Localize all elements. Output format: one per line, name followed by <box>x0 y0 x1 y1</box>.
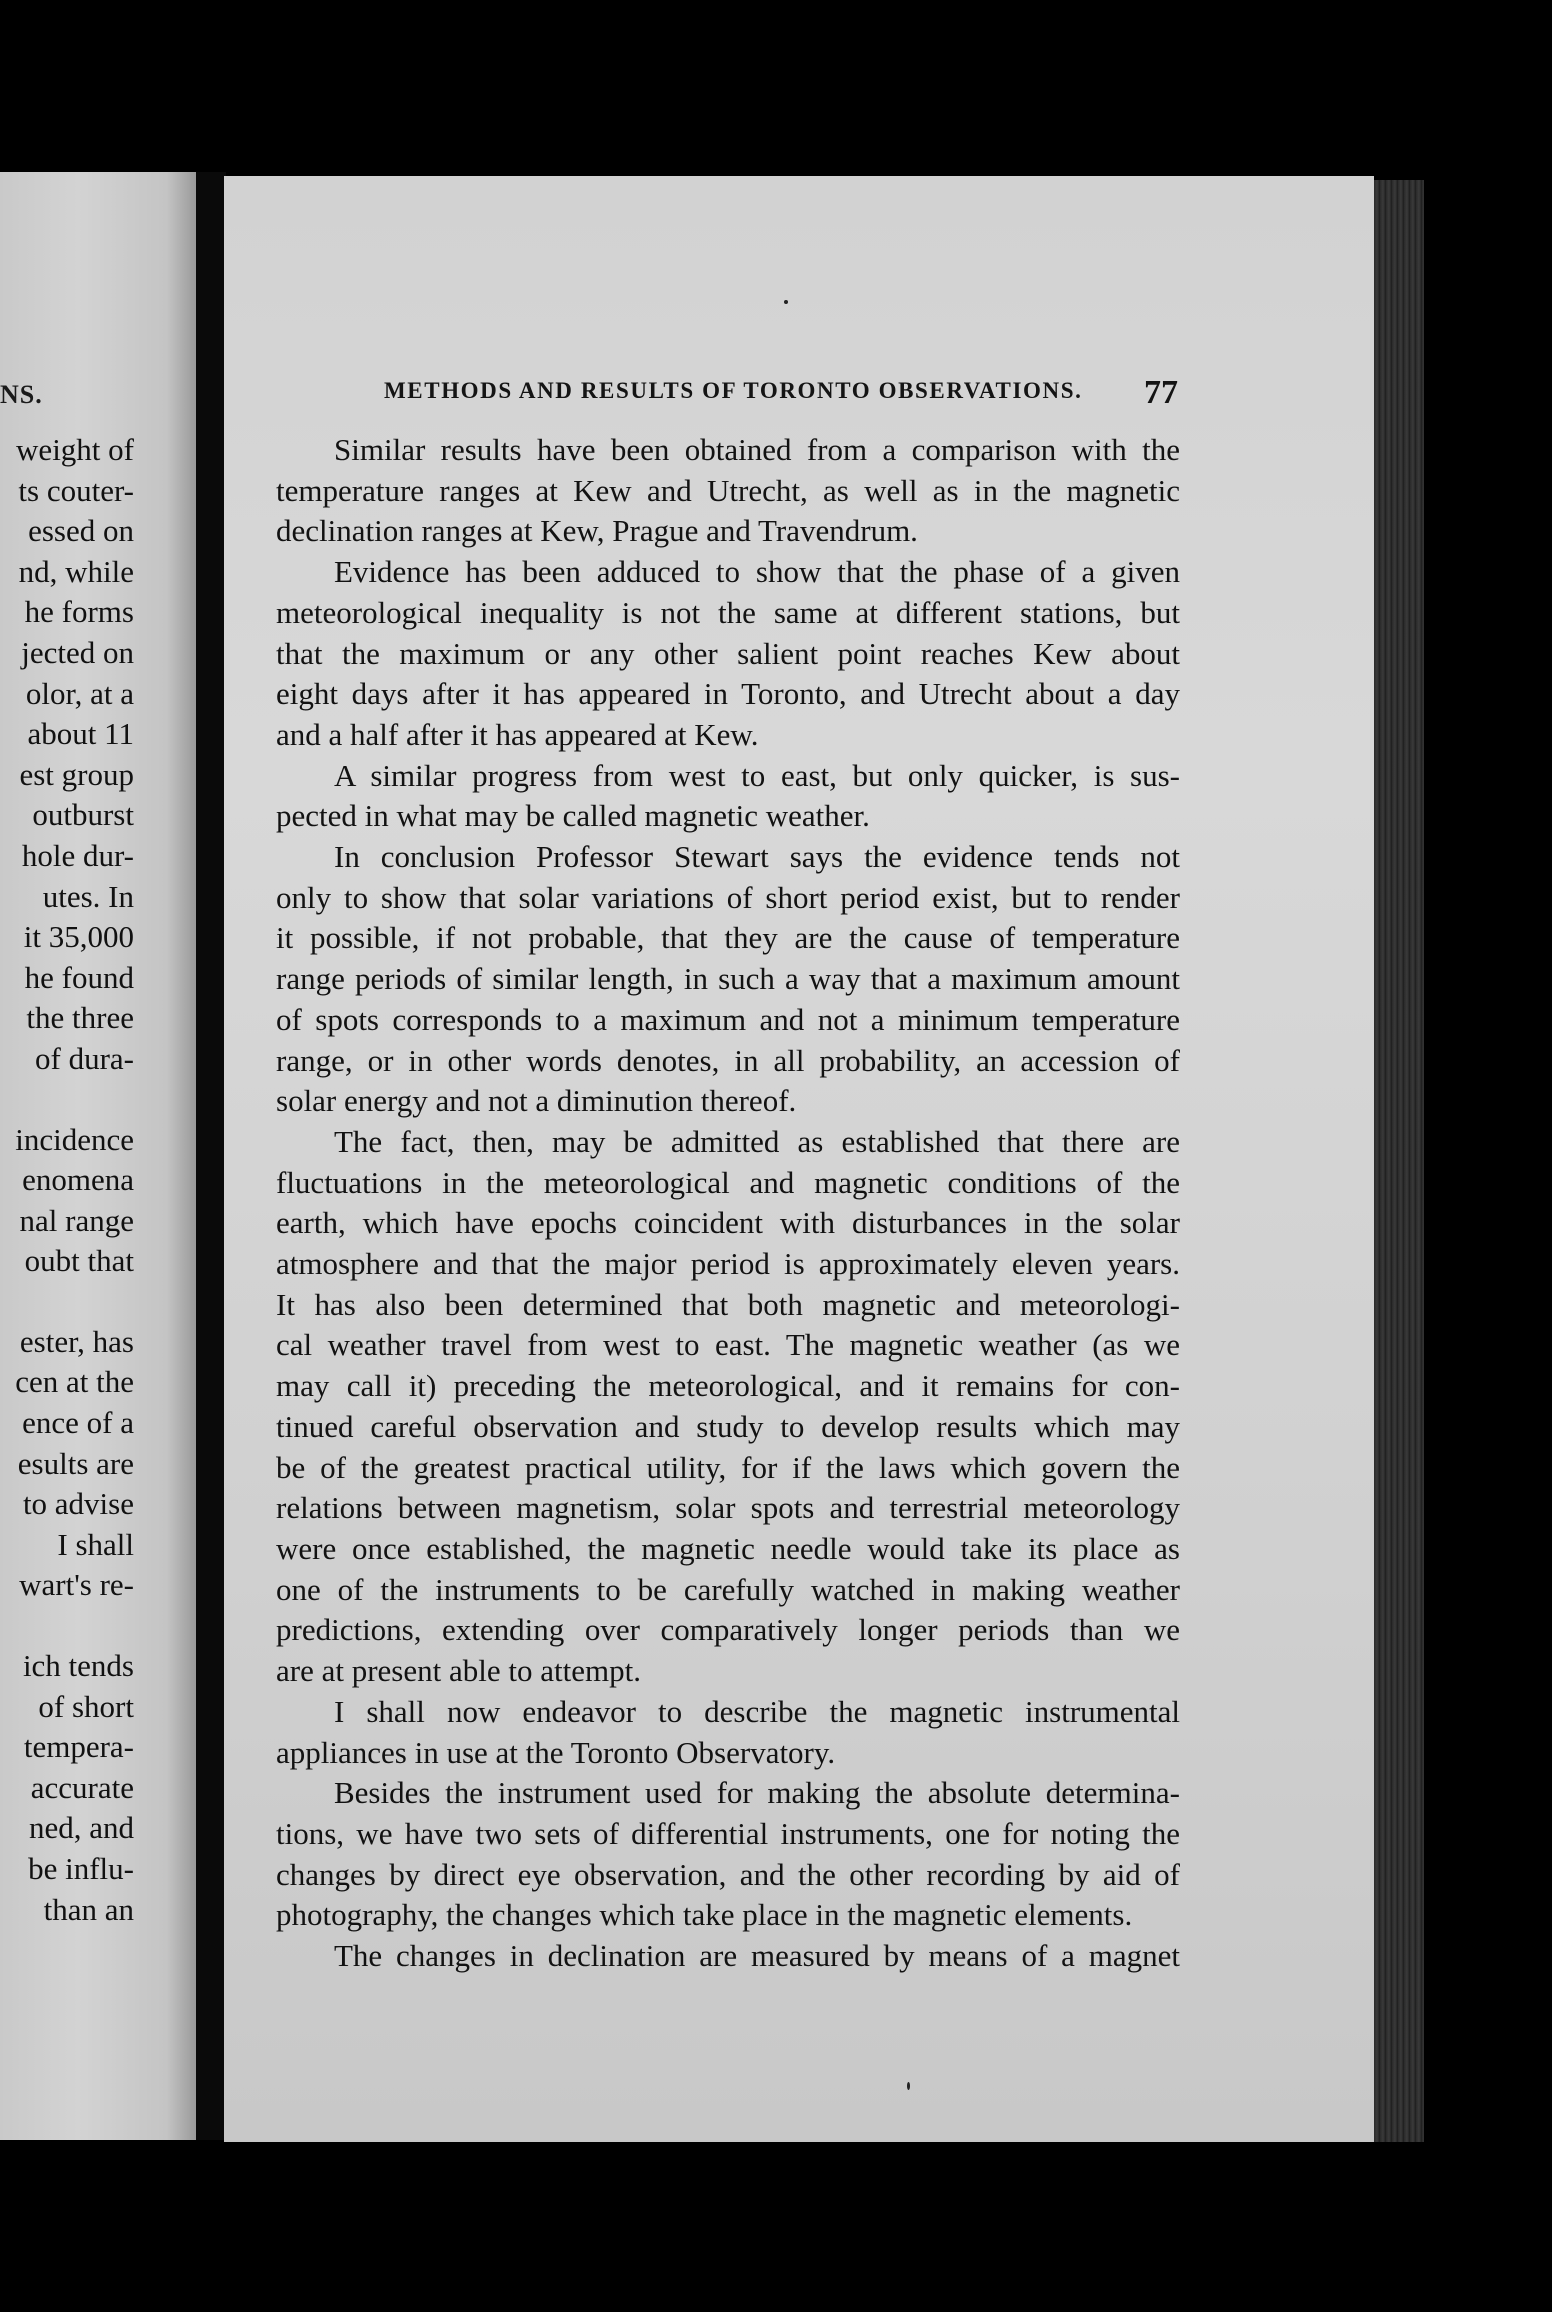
text-line: I shall now endeavor to describe the magnetic instrumental <box>334 1693 1180 1729</box>
left-page-line: he found <box>24 959 134 995</box>
text-line: atmosphere and that the major period is approximately eleven years. <box>276 1246 1180 1282</box>
left-page-line: ester, has <box>19 1323 134 1359</box>
left-page-line: accurate <box>30 1769 134 1805</box>
running-head: METHODS AND RESULTS OF TORONTO OBSERVATIONS. <box>384 378 1083 403</box>
text-line: relations between magnetism, solar spots and terrestrial meteorology <box>276 1490 1180 1526</box>
left-page-line: utes. In <box>42 878 134 914</box>
left-page-line: wart's re- <box>19 1567 134 1603</box>
left-page-fragment <box>0 172 196 2140</box>
left-page-line: I shall <box>57 1526 134 1562</box>
text-line: tions, we have two sets of differential instruments, one for noting the <box>276 1815 1180 1851</box>
left-page-line: esults are <box>17 1445 134 1481</box>
text-line: earth, which have epochs coincident with disturbances in the solar <box>276 1205 1180 1241</box>
text-line: pected in what may be called magnetic weather. <box>276 798 870 834</box>
left-page-line: incidence <box>15 1121 134 1157</box>
text-line: The fact, then, may be admitted as established that there are <box>334 1123 1180 1159</box>
left-page-line: to advise <box>22 1486 134 1522</box>
text-line: changes by direct eye observation, and the other recording by aid of <box>276 1856 1180 1892</box>
left-page-line: nd, while <box>18 553 134 589</box>
text-line: only to show that solar variations of short period exist, but to render <box>276 879 1180 915</box>
text-line: are at present able to attempt. <box>276 1653 641 1689</box>
left-page-line <box>0 1080 134 1120</box>
text-line: eight days after it has appeared in Toronto, and Utrecht about a day <box>276 676 1180 712</box>
paragraph <box>276 430 1180 552</box>
text-line: The changes in declination are measured by means of a magnet <box>334 1938 1180 1974</box>
left-page-line: ence of a <box>22 1405 134 1441</box>
left-page-line: about 11 <box>27 716 134 752</box>
text-line: one of the instruments to be carefully watched in making weather <box>276 1571 1180 1607</box>
left-page-line: of short <box>38 1688 134 1724</box>
text-line: declination ranges at Kew, Prague and Travendrum. <box>276 513 918 549</box>
left-page-line: essed on <box>28 513 134 549</box>
text-line: A similar progress from west to east, but only quicker, is sus- <box>334 757 1180 793</box>
text-line: of spots corresponds to a maximum and not a minimum temperature <box>276 1001 1180 1037</box>
text-line: fluctuations in the meteorological and magnetic conditions of the <box>276 1164 1180 1200</box>
text-line: tinued careful observation and study to develop results which may <box>276 1408 1180 1444</box>
left-page-line: ned, and <box>28 1810 134 1846</box>
left-page-line: the three <box>26 1000 134 1036</box>
text-line: it possible, if not probable, that they are the cause of temperature <box>276 920 1180 956</box>
paragraph <box>276 837 1180 1122</box>
paragraph <box>276 756 1180 837</box>
left-page-line: ich tends <box>22 1648 134 1684</box>
text-line: range, or in other words denotes, in all probability, an accession of <box>276 1042 1180 1078</box>
text-line: photography, the changes which take place in the magnetic elements. <box>276 1897 1133 1933</box>
paragraph <box>276 1773 1180 1936</box>
left-page-line: est group <box>19 756 134 792</box>
text-line: that the maximum or any other salient point reaches Kew about <box>276 635 1180 671</box>
paragraph <box>276 1692 1180 1773</box>
ink-speck <box>784 300 788 304</box>
text-line: and a half after it has appeared at Kew. <box>276 716 759 752</box>
left-page-line: than an <box>43 1891 134 1927</box>
text-line: It has also been determined that both magnetic and meteorologi- <box>276 1286 1180 1322</box>
left-page-line: weight of <box>16 432 134 467</box>
text-line: meteorological inequality is not the same at different stations, but <box>276 594 1180 630</box>
left-page-line <box>0 1282 134 1322</box>
text-line: be of the greatest practical utility, for if the laws which govern the <box>276 1449 1180 1485</box>
text-line: predictions, extending over comparatively longer periods than we <box>276 1612 1180 1648</box>
book-gutter <box>196 172 226 2140</box>
text-line: may call it) preceding the meteorological, and it remains for con- <box>276 1368 1180 1404</box>
text-line: temperature ranges at Kew and Utrecht, as well as in the magnetic <box>276 472 1180 508</box>
text-line: range periods of similar length, in such a way that a maximum amount <box>276 961 1180 997</box>
paragraph <box>276 1122 1180 1692</box>
text-line: Similar results have been obtained from a comparison with the <box>334 432 1180 467</box>
left-page-line: nal range <box>19 1202 134 1238</box>
paragraph <box>276 552 1180 756</box>
text-line: solar energy and not a diminution thereof. <box>276 1083 797 1119</box>
main-page <box>224 176 1374 2142</box>
paragraph <box>276 1936 1180 1977</box>
text-line: In conclusion Professor Stewart says the evidence tends not <box>334 839 1180 875</box>
left-page-line: ts couter- <box>18 472 134 508</box>
left-page-running-head: NS. <box>0 380 43 409</box>
left-page-line: outburst <box>32 797 134 833</box>
left-page-line: of dura- <box>35 1040 134 1076</box>
left-page-line: cen at the <box>15 1364 134 1400</box>
text-line: were once established, the magnetic needle would take its place as <box>276 1530 1180 1566</box>
left-page-line: he forms <box>24 594 134 630</box>
page-number: 77 <box>1144 374 1178 411</box>
left-page-line: olor, at a <box>25 675 134 711</box>
page-edge-stack <box>1374 180 1424 2142</box>
body-text <box>276 430 1180 1977</box>
left-page-text-column <box>0 430 134 1930</box>
text-line: cal weather travel from west to east. The magnetic weather (as we <box>276 1327 1180 1363</box>
left-page-line: hole dur- <box>21 837 134 873</box>
left-page-line: be influ- <box>28 1851 134 1886</box>
left-page-line: it 35,000 <box>23 919 134 955</box>
left-page-line: tempera- <box>23 1729 134 1765</box>
text-line: Evidence has been adduced to show that the phase of a given <box>334 554 1180 590</box>
left-page-line: jected on <box>21 634 134 670</box>
left-page-line <box>0 1606 134 1646</box>
left-page-line: enomena <box>22 1162 134 1198</box>
left-page-line: oubt that <box>24 1243 134 1279</box>
ink-speck <box>907 2082 910 2090</box>
text-line: Besides the instrument used for making the absolute determina- <box>334 1775 1180 1811</box>
text-line: appliances in use at the Toronto Observatory. <box>276 1734 836 1770</box>
